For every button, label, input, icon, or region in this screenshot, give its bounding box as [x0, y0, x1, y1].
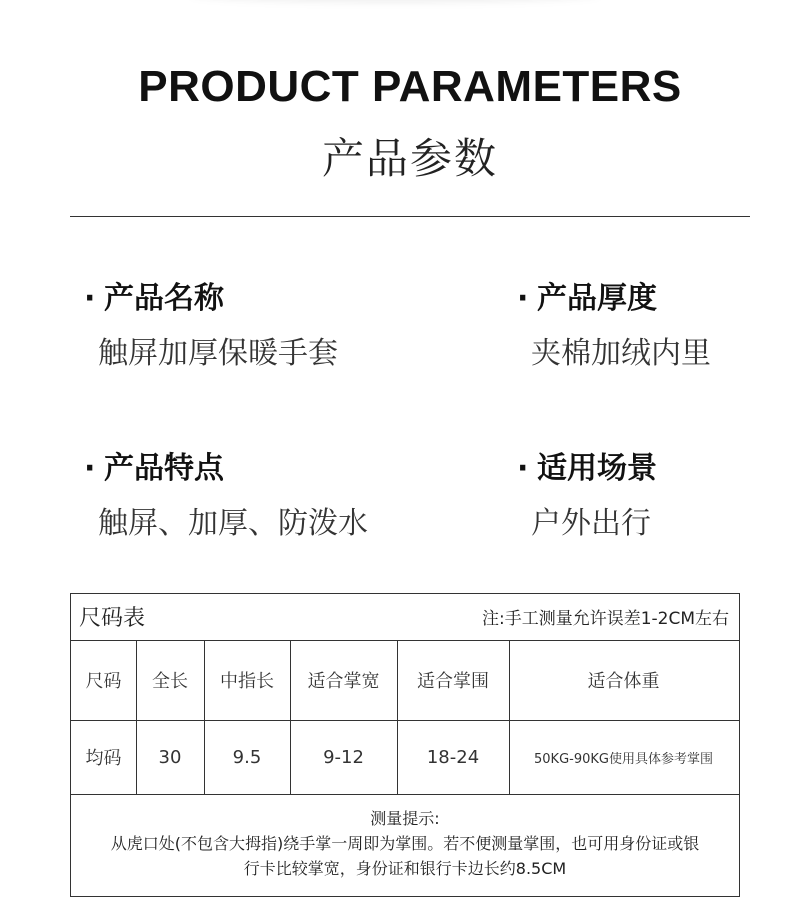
- bullet-dot: ·: [84, 451, 96, 486]
- table-cell: 50KG-90KG使用具体参考掌围: [534, 751, 713, 767]
- param-features-value: 触屏、加厚、防泼水: [98, 506, 368, 541]
- page-title-en: PRODUCT PARAMETERS: [138, 62, 682, 111]
- param-features-label: [84, 443, 224, 487]
- table-cell: 9-12: [323, 746, 364, 768]
- measurement-tip-heading: 测量提示:: [370, 809, 440, 828]
- table-header-cell: 适合掌宽: [307, 671, 380, 692]
- param-name-label-text: 产品名称: [104, 281, 224, 316]
- param-scene-value: 户外出行: [531, 506, 651, 541]
- table-header-cell: 全长: [152, 671, 188, 692]
- top-shadow: [190, 0, 600, 2]
- header-divider: [70, 216, 750, 217]
- table-header-cell: 尺码: [85, 671, 122, 692]
- table-header-cell: 适合掌围: [417, 671, 489, 692]
- measurement-tip-line: 行卡比较掌宽，身份证和银行卡边长约8.5CM: [243, 859, 567, 878]
- bullet-dot: ·: [517, 451, 529, 486]
- size-table-title: 尺码表: [79, 606, 146, 631]
- size-table: [70, 593, 740, 897]
- param-scene-label: [517, 443, 657, 487]
- measurement-tip: [71, 806, 739, 881]
- table-cell: 均码: [85, 748, 122, 769]
- param-name-value: 触屏加厚保暖手套: [98, 336, 338, 371]
- param-thickness-label-text: 产品厚度: [537, 281, 657, 316]
- bullet-dot: ·: [517, 281, 529, 316]
- size-table-note: 注:手工测量允许误差1-2CM左右: [481, 609, 729, 629]
- table-cell: 30: [158, 746, 182, 768]
- table-header-cell: 适合体重: [587, 671, 660, 692]
- table-cell: 9.5: [232, 746, 262, 768]
- table-header-cell: 中指长: [220, 671, 274, 692]
- table-divider: [71, 794, 739, 795]
- page-title-zh: 产品参数: [321, 134, 498, 183]
- param-name-label: [84, 273, 224, 317]
- bullet-dot: ·: [84, 281, 96, 316]
- param-thickness-value: 夹棉加绒内里: [531, 336, 711, 371]
- table-cell: 18-24: [426, 746, 480, 768]
- param-scene-label-text: 适用场景: [537, 451, 657, 486]
- param-features-label-text: 产品特点: [104, 451, 224, 486]
- param-thickness-label: [517, 273, 657, 317]
- measurement-tip-line: 从虎口处(不包含大拇指)绕手掌一周即为掌围。若不便测量掌围，也可用身份证或银: [110, 834, 700, 853]
